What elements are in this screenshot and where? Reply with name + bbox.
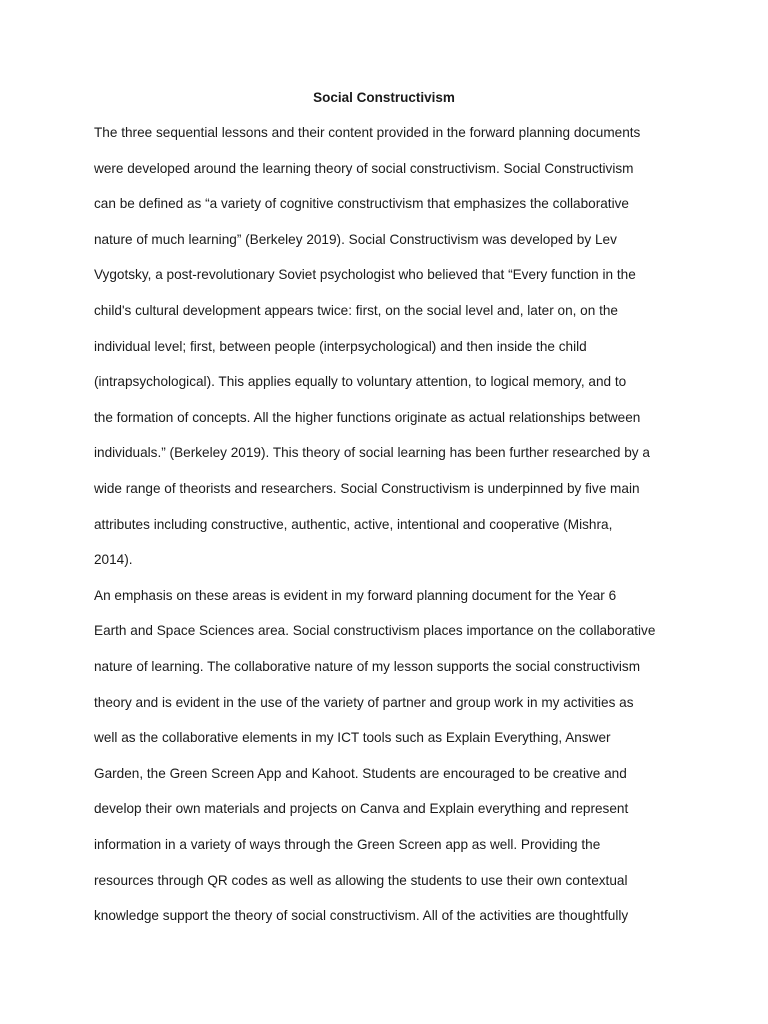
page-title: Social Constructivism (313, 90, 455, 105)
text-line: resources through QR codes as well as allowing the students to use their own contextual (94, 873, 628, 888)
text-line: well as the collaborative elements in my ICT tools such as Explain Everything, Answer (94, 730, 611, 745)
text-line: attributes including constructive, authentic, active, intentional and cooperative (Mishra, (94, 517, 613, 532)
text-line: can be defined as “a variety of cognitive constructivism that emphasizes the collaborative (94, 196, 629, 211)
text-line: nature of learning. The collaborative nature of my lesson supports the social constructivism (94, 659, 641, 674)
text-line: child's cultural development appears twice: first, on the social level and, later on, on the (94, 303, 618, 318)
text-line: nature of much learning” (Berkeley 2019). Social Constructivism was developed by Lev (94, 232, 617, 247)
text-line: (intrapsychological). This applies equally to voluntary attention, to logical memory, and to (94, 374, 627, 389)
text-line: individuals.” (Berkeley 2019). This theory of social learning has been further researched by a (94, 445, 650, 460)
text-line: Vygotsky, a post-revolutionary Soviet psychologist who believed that “Every function in the (94, 267, 636, 282)
text-line: 2014). (94, 552, 133, 567)
text-line: develop their own materials and projects on Canva and Explain everything and represent (94, 801, 629, 816)
text-line: Earth and Space Sciences area. Social constructivism places importance on the collaborative (94, 623, 656, 638)
text-line: individual level; first, between people (interpsychological) and then inside the child (94, 339, 587, 354)
text-line: An emphasis on these areas is evident in my forward planning document for the Year 6 (94, 588, 617, 603)
text-line: Garden, the Green Screen App and Kahoot. Students are encouraged to be creative and (94, 766, 627, 781)
text-line: knowledge support the theory of social constructivism. All of the activities are thoughtfully (94, 908, 629, 923)
text-line: were developed around the learning theory of social constructivism. Social Constructivism (94, 161, 634, 176)
text-line: the formation of concepts. All the higher functions originate as actual relationships between (94, 410, 641, 425)
text-line: information in a variety of ways through the Green Screen app as well. Providing the (94, 837, 601, 852)
text-line: wide range of theorists and researchers. Social Constructivism is underpinned by five main (94, 481, 640, 496)
text-line: The three sequential lessons and their content provided in the forward planning documents (94, 125, 641, 140)
text-line: theory and is evident in the use of the variety of partner and group work in my activities as (94, 695, 634, 710)
